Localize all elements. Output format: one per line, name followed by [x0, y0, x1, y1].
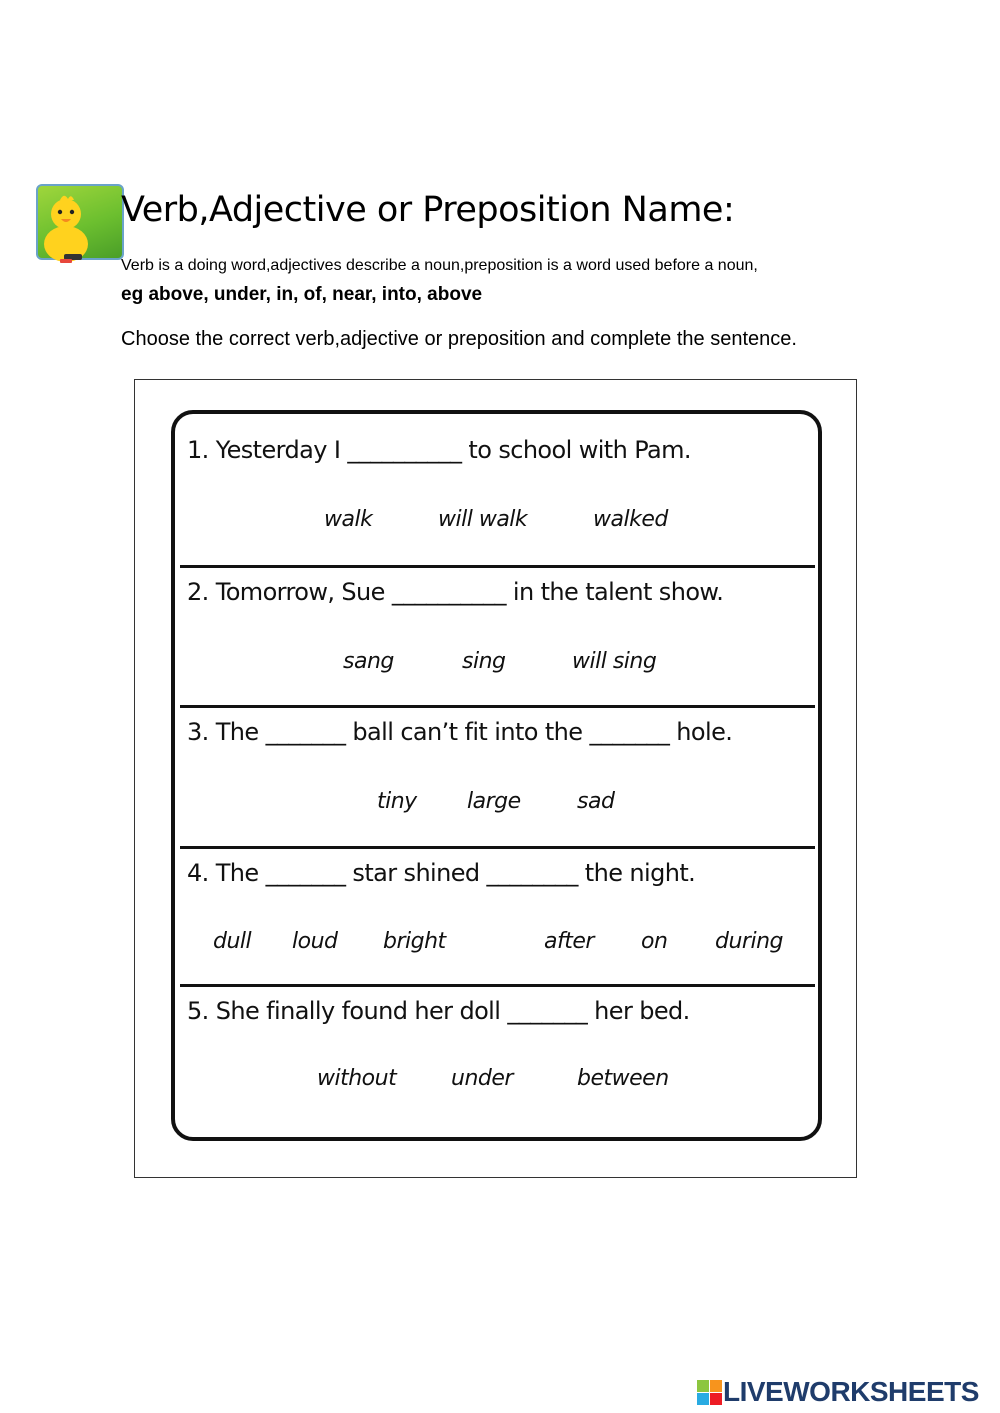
page-title: Verb,Adjective or Preposition Name:	[121, 190, 735, 230]
divider	[180, 846, 815, 849]
divider	[180, 984, 815, 987]
option-after[interactable]: after	[544, 929, 594, 954]
option-without[interactable]: without	[317, 1066, 397, 1091]
liveworksheets-logo-icon	[697, 1380, 723, 1406]
option-during[interactable]: during	[715, 929, 783, 954]
examples-text: eg above, under, in, of, near, into, above	[121, 284, 483, 305]
question-3-sentence: 3. The _______ ball can’t fit into the _______ hole.	[187, 718, 733, 746]
definition-text: Verb is a doing word,adjectives describe a noun,preposition is a word used before a noun,	[121, 257, 758, 274]
divider	[180, 705, 815, 708]
duck-chalkboard-icon	[36, 184, 122, 268]
option-will-sing[interactable]: will sing	[572, 649, 657, 674]
divider	[180, 565, 815, 568]
instruction-text: Choose the correct verb,adjective or preposition and complete the sentence.	[121, 328, 797, 350]
question-1-sentence: 1. Yesterday I __________ to school with Pam.	[187, 436, 691, 464]
option-walk[interactable]: walk	[324, 507, 373, 532]
question-4-sentence: 4. The _______ star shined ________ the night.	[187, 859, 696, 887]
option-will-walk[interactable]: will walk	[438, 507, 528, 532]
option-walked[interactable]: walked	[593, 507, 668, 532]
option-dull[interactable]: dull	[213, 929, 252, 954]
option-loud[interactable]: loud	[292, 929, 338, 954]
liveworksheets-brand	[697, 1376, 993, 1410]
option-tiny[interactable]: tiny	[377, 789, 417, 814]
question-5-sentence: 5. She finally found her doll _______ her bed.	[187, 997, 690, 1025]
option-bright[interactable]: bright	[383, 929, 446, 954]
option-sad[interactable]: sad	[577, 789, 615, 814]
brand-name: LIVEWORKSHEETS	[723, 1376, 979, 1407]
option-large[interactable]: large	[467, 789, 521, 814]
question-2-sentence: 2. Tomorrow, Sue __________ in the talent show.	[187, 578, 724, 606]
option-under[interactable]: under	[451, 1066, 513, 1091]
option-sing[interactable]: sing	[462, 649, 506, 674]
option-between[interactable]: between	[577, 1066, 669, 1091]
option-sang[interactable]: sang	[343, 649, 394, 674]
option-on[interactable]: on	[641, 929, 668, 954]
